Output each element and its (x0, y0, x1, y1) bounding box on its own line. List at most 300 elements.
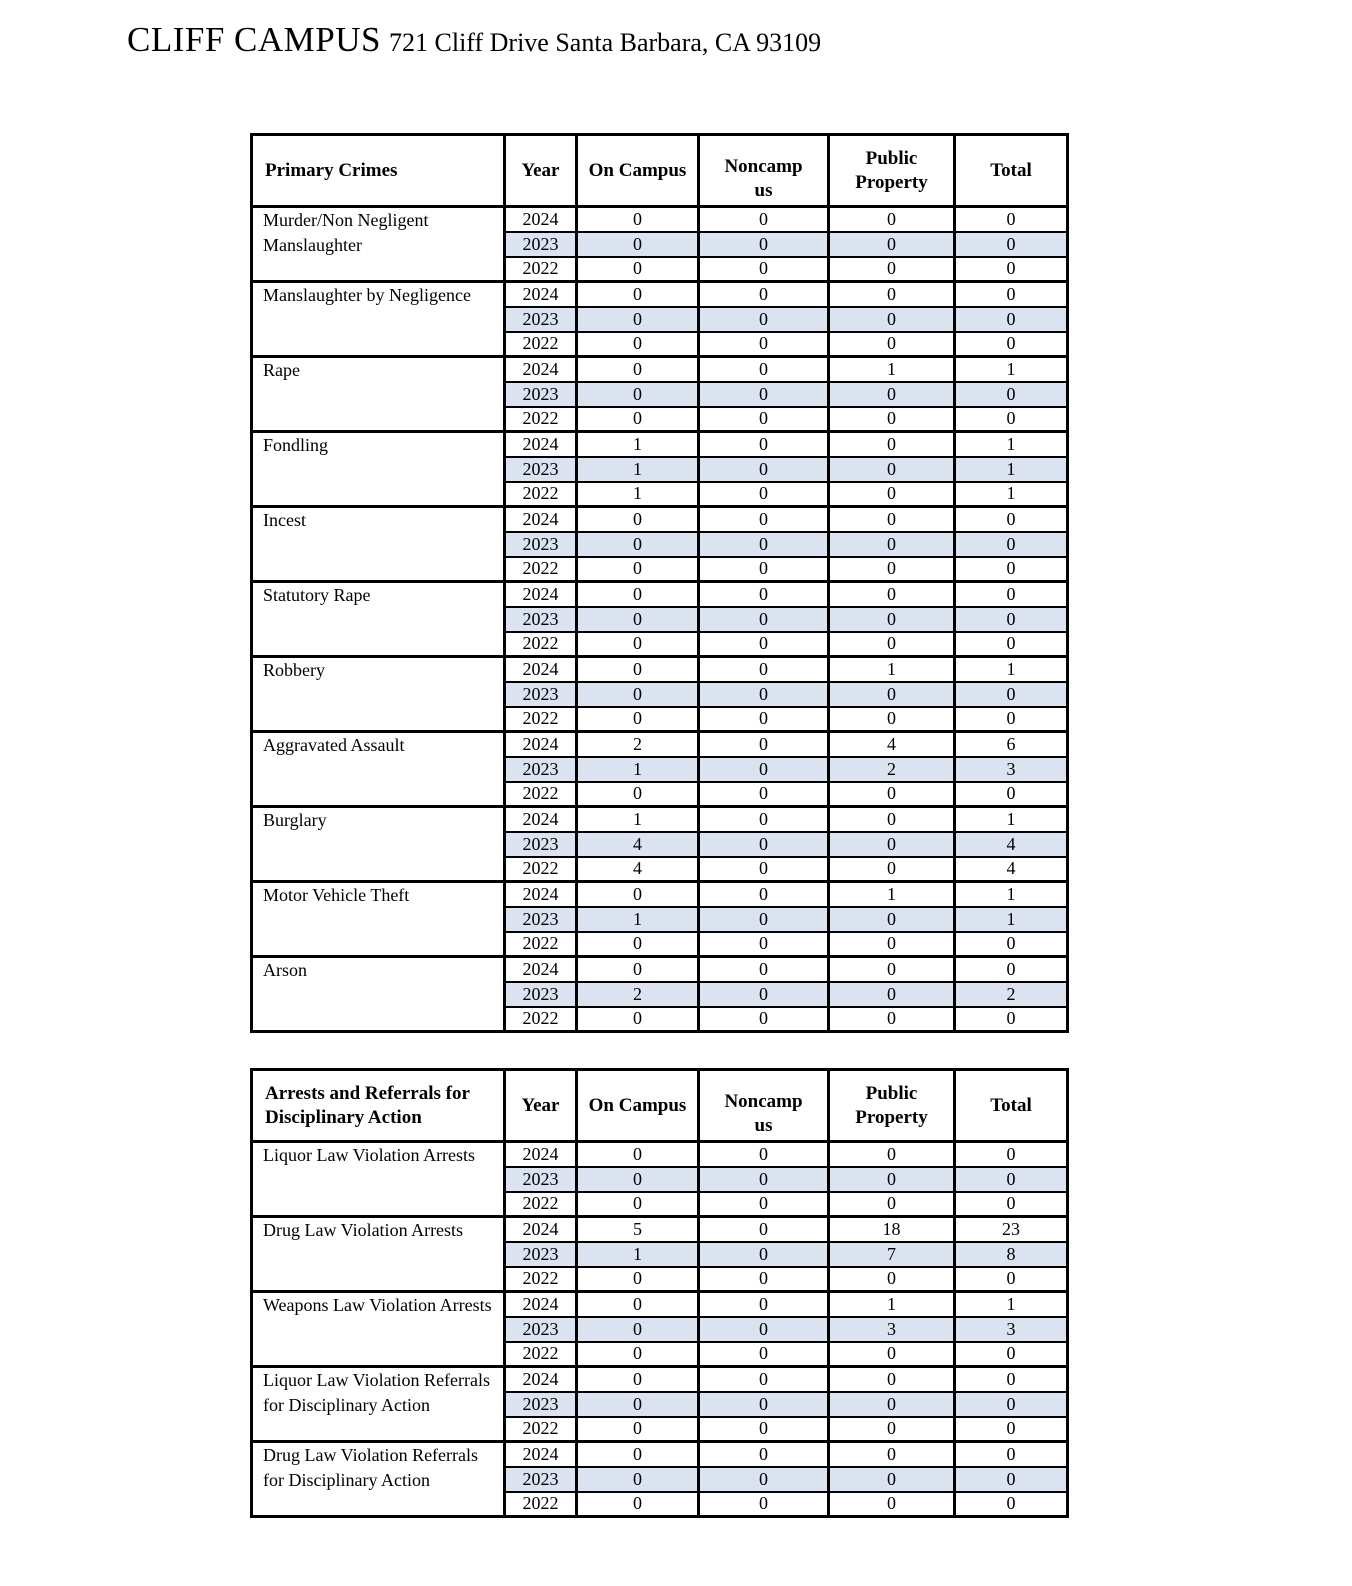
value-cell: 0 (577, 532, 699, 557)
value-cell: 1 (577, 807, 699, 832)
value-cell: 1 (955, 907, 1068, 932)
value-cell: 23 (955, 1217, 1068, 1242)
value-cell: 0 (699, 1242, 829, 1267)
value-cell: 0 (829, 532, 955, 557)
column-header-on-campus: On Campus (577, 1070, 699, 1142)
value-cell: 0 (699, 782, 829, 807)
value-cell: 4 (577, 832, 699, 857)
value-cell: 0 (699, 1467, 829, 1492)
value-cell: 0 (955, 1467, 1068, 1492)
category-cell: Liquor Law Violation Referrals for Disciplinary Action (252, 1367, 505, 1442)
year-cell: 2022 (505, 1007, 577, 1032)
value-cell: 0 (577, 257, 699, 282)
value-cell: 0 (829, 407, 955, 432)
year-cell: 2022 (505, 857, 577, 882)
year-row (252, 282, 1068, 307)
year-cell: 2024 (505, 1142, 577, 1167)
value-cell: 0 (699, 482, 829, 507)
value-cell: 0 (829, 607, 955, 632)
value-cell: 0 (577, 282, 699, 307)
value-cell: 0 (699, 1167, 829, 1192)
value-cell: 0 (577, 207, 699, 232)
value-cell: 0 (577, 1417, 699, 1442)
value-cell: 1 (955, 432, 1068, 457)
value-cell: 0 (829, 1007, 955, 1032)
category-cell: Drug Law Violation Arrests (252, 1217, 505, 1292)
value-cell: 0 (829, 282, 955, 307)
value-cell: 0 (699, 1292, 829, 1317)
value-cell: 0 (577, 607, 699, 632)
value-cell: 0 (699, 1392, 829, 1417)
column-header-year: Year (505, 135, 577, 207)
value-cell: 0 (577, 1342, 699, 1367)
year-cell: 2023 (505, 1392, 577, 1417)
column-header-year: Year (505, 1070, 577, 1142)
value-cell: 0 (829, 507, 955, 532)
category-group (252, 957, 1068, 1032)
year-cell: 2024 (505, 582, 577, 607)
value-cell: 0 (829, 1142, 955, 1167)
column-header-on-campus: On Campus (577, 135, 699, 207)
value-cell: 0 (829, 932, 955, 957)
value-cell: 0 (955, 1417, 1068, 1442)
year-cell: 2023 (505, 232, 577, 257)
year-row (252, 507, 1068, 532)
value-cell: 0 (577, 682, 699, 707)
value-cell: 1 (955, 807, 1068, 832)
value-cell: 0 (699, 457, 829, 482)
category-group (252, 1217, 1068, 1292)
column-header-public-property: Public Property (829, 1070, 955, 1142)
value-cell: 0 (577, 1317, 699, 1342)
value-cell: 0 (955, 307, 1068, 332)
value-cell: 0 (829, 682, 955, 707)
category-cell: Robbery (252, 657, 505, 732)
category-group (252, 732, 1068, 807)
value-cell: 1 (577, 482, 699, 507)
value-cell: 0 (699, 1007, 829, 1032)
value-cell: 0 (955, 1007, 1068, 1032)
value-cell: 0 (577, 307, 699, 332)
year-cell: 2022 (505, 1342, 577, 1367)
value-cell: 0 (577, 782, 699, 807)
year-row (252, 1442, 1068, 1467)
value-cell: 0 (699, 932, 829, 957)
year-row (252, 882, 1068, 907)
value-cell: 0 (829, 382, 955, 407)
value-cell: 0 (577, 707, 699, 732)
value-cell: 0 (955, 707, 1068, 732)
year-cell: 2022 (505, 632, 577, 657)
value-cell: 0 (829, 307, 955, 332)
value-cell: 1 (577, 457, 699, 482)
value-cell: 1 (955, 482, 1068, 507)
value-cell: 0 (577, 357, 699, 382)
value-cell: 0 (829, 832, 955, 857)
category-group (252, 357, 1068, 432)
column-header-total: Total (955, 1070, 1068, 1142)
value-cell: 0 (577, 1467, 699, 1492)
column-header-noncampus: Noncampus (699, 135, 829, 207)
year-row (252, 1367, 1068, 1392)
value-cell: 6 (955, 732, 1068, 757)
category-group (252, 807, 1068, 882)
value-cell: 0 (955, 332, 1068, 357)
value-cell: 0 (829, 1267, 955, 1292)
year-cell: 2022 (505, 1192, 577, 1217)
value-cell: 0 (829, 1417, 955, 1442)
column-header-public-property: Public Property (829, 135, 955, 207)
value-cell: 0 (955, 1492, 1068, 1517)
year-cell: 2024 (505, 957, 577, 982)
year-cell: 2024 (505, 732, 577, 757)
year-cell: 2024 (505, 1217, 577, 1242)
value-cell: 7 (829, 1242, 955, 1267)
value-cell: 0 (577, 232, 699, 257)
value-cell: 0 (829, 632, 955, 657)
value-cell: 5 (577, 1217, 699, 1242)
year-cell: 2024 (505, 282, 577, 307)
value-cell: 0 (577, 1292, 699, 1317)
value-cell: 0 (829, 1442, 955, 1467)
value-cell: 0 (577, 657, 699, 682)
value-cell: 0 (955, 682, 1068, 707)
campus-address: 721 Cliff Drive Santa Barbara, CA 93109 (389, 28, 822, 57)
year-row (252, 1217, 1068, 1242)
value-cell: 0 (829, 1492, 955, 1517)
value-cell: 0 (829, 807, 955, 832)
value-cell: 0 (699, 1367, 829, 1392)
value-cell: 0 (955, 232, 1068, 257)
category-group (252, 207, 1068, 282)
value-cell: 0 (829, 207, 955, 232)
year-row (252, 807, 1068, 832)
value-cell: 0 (577, 1367, 699, 1392)
value-cell: 0 (829, 1342, 955, 1367)
value-cell: 1 (577, 757, 699, 782)
value-cell: 0 (955, 1142, 1068, 1167)
year-cell: 2024 (505, 207, 577, 232)
year-cell: 2023 (505, 682, 577, 707)
year-row (252, 1292, 1068, 1317)
value-cell: 0 (699, 757, 829, 782)
year-cell: 2024 (505, 507, 577, 532)
primary-crimes-table (250, 133, 1069, 1033)
value-cell: 2 (577, 982, 699, 1007)
value-cell: 0 (577, 957, 699, 982)
value-cell: 1 (829, 882, 955, 907)
year-row (252, 357, 1068, 382)
value-cell: 0 (577, 1267, 699, 1292)
value-cell: 0 (699, 632, 829, 657)
value-cell: 0 (699, 982, 829, 1007)
value-cell: 0 (577, 1167, 699, 1192)
value-cell: 3 (955, 757, 1068, 782)
value-cell: 0 (699, 707, 829, 732)
year-cell: 2024 (505, 1442, 577, 1467)
year-row (252, 732, 1068, 757)
value-cell: 0 (577, 932, 699, 957)
value-cell: 0 (699, 657, 829, 682)
value-cell: 0 (955, 632, 1068, 657)
year-cell: 2023 (505, 1467, 577, 1492)
value-cell: 0 (699, 732, 829, 757)
value-cell: 0 (829, 957, 955, 982)
column-header-category: Arrests and Referrals for Disciplinary Action (252, 1070, 505, 1142)
year-cell: 2024 (505, 432, 577, 457)
value-cell: 1 (829, 1292, 955, 1317)
value-cell: 0 (699, 332, 829, 357)
year-cell: 2024 (505, 807, 577, 832)
value-cell: 0 (577, 582, 699, 607)
year-cell: 2023 (505, 307, 577, 332)
value-cell: 0 (955, 257, 1068, 282)
category-group (252, 1142, 1068, 1217)
value-cell: 0 (955, 382, 1068, 407)
category-cell: Aggravated Assault (252, 732, 505, 807)
value-cell: 0 (699, 882, 829, 907)
year-cell: 2022 (505, 1417, 577, 1442)
year-cell: 2022 (505, 932, 577, 957)
value-cell: 0 (955, 1367, 1068, 1392)
category-cell: Fondling (252, 432, 505, 507)
value-cell: 1 (577, 432, 699, 457)
year-cell: 2022 (505, 407, 577, 432)
value-cell: 0 (577, 1392, 699, 1417)
value-cell: 0 (955, 207, 1068, 232)
value-cell: 0 (955, 1192, 1068, 1217)
value-cell: 1 (955, 357, 1068, 382)
value-cell: 0 (699, 207, 829, 232)
value-cell: 0 (699, 857, 829, 882)
value-cell: 0 (699, 682, 829, 707)
category-cell: Rape (252, 357, 505, 432)
value-cell: 0 (955, 932, 1068, 957)
value-cell: 0 (955, 1442, 1068, 1467)
value-cell: 1 (577, 1242, 699, 1267)
value-cell: 0 (577, 1142, 699, 1167)
year-cell: 2024 (505, 882, 577, 907)
category-cell: Liquor Law Violation Arrests (252, 1142, 505, 1217)
value-cell: 0 (699, 257, 829, 282)
year-cell: 2023 (505, 457, 577, 482)
value-cell: 0 (577, 507, 699, 532)
category-cell: Arson (252, 957, 505, 1032)
value-cell: 1 (829, 357, 955, 382)
value-cell: 0 (829, 332, 955, 357)
value-cell: 4 (955, 857, 1068, 882)
value-cell: 0 (829, 232, 955, 257)
column-header-category: Primary Crimes (252, 135, 505, 207)
year-row (252, 657, 1068, 682)
value-cell: 0 (577, 1442, 699, 1467)
year-cell: 2022 (505, 257, 577, 282)
value-cell: 0 (577, 1007, 699, 1032)
value-cell: 1 (955, 882, 1068, 907)
value-cell: 1 (955, 457, 1068, 482)
value-cell: 0 (829, 857, 955, 882)
value-cell: 0 (699, 382, 829, 407)
year-cell: 2023 (505, 607, 577, 632)
category-cell: Murder/Non Negligent Manslaughter (252, 207, 505, 282)
value-cell: 0 (699, 432, 829, 457)
document-header (127, 20, 821, 60)
value-cell: 0 (955, 1167, 1068, 1192)
value-cell: 0 (577, 407, 699, 432)
year-cell: 2022 (505, 557, 577, 582)
category-cell: Incest (252, 507, 505, 582)
value-cell: 0 (829, 782, 955, 807)
value-cell: 0 (955, 607, 1068, 632)
year-cell: 2023 (505, 1242, 577, 1267)
value-cell: 1 (955, 1292, 1068, 1317)
value-cell: 0 (577, 332, 699, 357)
value-cell: 0 (829, 482, 955, 507)
category-group (252, 657, 1068, 732)
value-cell: 0 (829, 257, 955, 282)
value-cell: 0 (955, 1267, 1068, 1292)
value-cell: 0 (955, 557, 1068, 582)
category-group (252, 882, 1068, 957)
value-cell: 0 (699, 1142, 829, 1167)
value-cell: 0 (699, 307, 829, 332)
value-cell: 1 (829, 657, 955, 682)
value-cell: 0 (829, 982, 955, 1007)
value-cell: 0 (699, 1442, 829, 1467)
year-cell: 2023 (505, 1167, 577, 1192)
value-cell: 0 (955, 1342, 1068, 1367)
category-cell: Manslaughter by Negligence (252, 282, 505, 357)
value-cell: 0 (829, 1392, 955, 1417)
year-cell: 2024 (505, 657, 577, 682)
value-cell: 0 (955, 782, 1068, 807)
value-cell: 4 (829, 732, 955, 757)
year-row (252, 957, 1068, 982)
category-cell: Drug Law Violation Referrals for Disciplinary Action (252, 1442, 505, 1517)
value-cell: 0 (577, 382, 699, 407)
value-cell: 0 (699, 807, 829, 832)
year-cell: 2022 (505, 332, 577, 357)
value-cell: 0 (829, 1367, 955, 1392)
value-cell: 0 (699, 607, 829, 632)
year-cell: 2023 (505, 1317, 577, 1342)
category-cell: Burglary (252, 807, 505, 882)
year-cell: 2022 (505, 1492, 577, 1517)
year-cell: 2023 (505, 982, 577, 1007)
category-cell: Motor Vehicle Theft (252, 882, 505, 957)
year-cell: 2022 (505, 782, 577, 807)
value-cell: 0 (577, 1492, 699, 1517)
value-cell: 0 (699, 282, 829, 307)
value-cell: 0 (699, 357, 829, 382)
value-cell: 0 (699, 1267, 829, 1292)
value-cell: 0 (577, 882, 699, 907)
column-header-total: Total (955, 135, 1068, 207)
year-cell: 2024 (505, 1367, 577, 1392)
value-cell: 0 (955, 582, 1068, 607)
year-cell: 2023 (505, 757, 577, 782)
value-cell: 0 (829, 907, 955, 932)
value-cell: 0 (699, 582, 829, 607)
year-cell: 2022 (505, 1267, 577, 1292)
year-row (252, 1142, 1068, 1167)
year-cell: 2023 (505, 382, 577, 407)
category-group (252, 1442, 1068, 1517)
value-cell: 0 (699, 1492, 829, 1517)
value-cell: 4 (577, 857, 699, 882)
arrests-referrals-table (250, 1068, 1069, 1518)
year-row (252, 582, 1068, 607)
value-cell: 0 (699, 1342, 829, 1367)
year-cell: 2024 (505, 357, 577, 382)
column-header-noncampus: Noncampus (699, 1070, 829, 1142)
year-cell: 2023 (505, 532, 577, 557)
category-group (252, 1292, 1068, 1367)
value-cell: 0 (699, 532, 829, 557)
value-cell: 1 (577, 907, 699, 932)
year-cell: 2023 (505, 832, 577, 857)
value-cell: 0 (699, 232, 829, 257)
value-cell: 1 (955, 657, 1068, 682)
value-cell: 0 (955, 282, 1068, 307)
value-cell: 0 (829, 457, 955, 482)
year-row (252, 432, 1068, 457)
value-cell: 3 (829, 1317, 955, 1342)
value-cell: 0 (829, 1192, 955, 1217)
value-cell: 0 (829, 582, 955, 607)
value-cell: 0 (699, 557, 829, 582)
value-cell: 0 (829, 1467, 955, 1492)
value-cell: 0 (699, 957, 829, 982)
category-group (252, 1367, 1068, 1442)
value-cell: 0 (829, 707, 955, 732)
value-cell: 0 (699, 907, 829, 932)
value-cell: 0 (955, 1392, 1068, 1417)
value-cell: 0 (699, 507, 829, 532)
category-group (252, 282, 1068, 357)
value-cell: 0 (577, 632, 699, 657)
value-cell: 2 (829, 757, 955, 782)
year-cell: 2024 (505, 1292, 577, 1317)
value-cell: 0 (699, 1192, 829, 1217)
year-cell: 2022 (505, 707, 577, 732)
value-cell: 0 (829, 432, 955, 457)
campus-name: CLIFF CAMPUS (127, 20, 382, 59)
value-cell: 0 (699, 1317, 829, 1342)
value-cell: 0 (699, 1417, 829, 1442)
value-cell: 2 (955, 982, 1068, 1007)
category-group (252, 432, 1068, 507)
value-cell: 2 (577, 732, 699, 757)
category-cell: Statutory Rape (252, 582, 505, 657)
value-cell: 0 (577, 557, 699, 582)
category-group (252, 507, 1068, 582)
year-cell: 2023 (505, 907, 577, 932)
year-row (252, 207, 1068, 232)
value-cell: 4 (955, 832, 1068, 857)
value-cell: 3 (955, 1317, 1068, 1342)
value-cell: 0 (699, 407, 829, 432)
value-cell: 0 (955, 957, 1068, 982)
value-cell: 0 (829, 557, 955, 582)
year-cell: 2022 (505, 482, 577, 507)
value-cell: 0 (955, 532, 1068, 557)
value-cell: 0 (955, 507, 1068, 532)
value-cell: 0 (699, 832, 829, 857)
value-cell: 18 (829, 1217, 955, 1242)
value-cell: 8 (955, 1242, 1068, 1267)
category-group (252, 582, 1068, 657)
